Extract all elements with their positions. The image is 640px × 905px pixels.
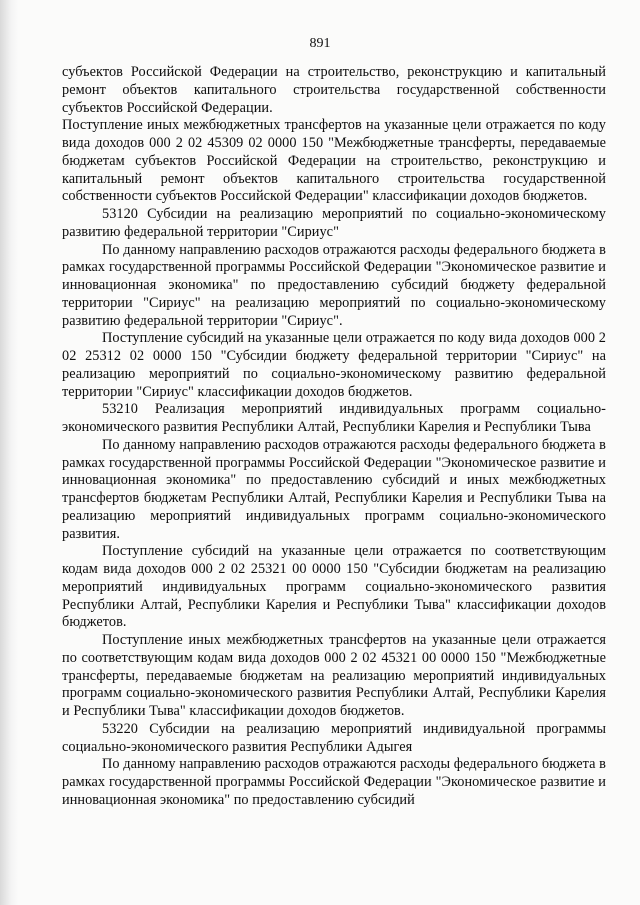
paragraph-53210-expenses: По данному направлению расходов отражаются расходы федерального бюджета в рамках государственной программы Российской Федерации "Экономическое развитие и инновационная экономика" по предоставлению субсидий и иных межбюджетных трансфертов бюджетам Республики Алтай, Республики Карелия и Республики Тыва на реализацию мероприятий индивидуальных программ социально-экономического развития. (62, 436, 606, 542)
document-body (62, 64, 606, 810)
paragraph-income-transfers: Поступление иных межбюджетных трансфертов на указанные цели отражается по коду вида доходов 000 2 02 45309 02 0000 150 "Межбюджетные трансферты, передаваемые бюджетам субъектов Российской Федерации на строительство, реконструкцию и капитальный ремонт объектов капитального строительства государственной собственности субъектов Российской Федерации" классификации доходов бюджетов. (62, 117, 606, 205)
page-number: 891 (309, 36, 331, 51)
paragraph-53120-expenses: По данному направлению расходов отражаются расходы федерального бюджета в рамках государственной программы Российской Федерации "Экономическое развитие и инновационная экономика" по предоставлению субсидий бюджету федеральной территории "Сириус" на реализацию мероприятий по социально-экономическому развитию федеральной территории "Сириус". (62, 241, 606, 329)
paragraph-53210-subsidy-income: Поступление субсидий на указанные цели отражается по соответствующим кодам вида доходов 000 2 02 25321 00 0000 150 "Субсидии бюджетам на реализацию мероприятий индивидуальных программ социально-экономического развития Республики Алтай, Республики Карелия и Республики Тыва" классификации доходов бюджетов. (62, 543, 606, 631)
paragraph-53210-transfer-income: Поступление иных межбюджетных трансфертов на указанные цели отражается по соответствующим кодам вида доходов 000 2 02 45321 00 0000 150 "Межбюджетные трансферты, передаваемые бюджетам на реализацию мероприятий индивидуальных программ социально-экономического развития Республики Алтай, Республики Карелия и Республики Тыва" классификации доходов бюджетов. (62, 632, 606, 719)
section-heading-53220: 53220 Субсидии на реализацию мероприятий индивидуальной программы социально-экономического развития Республики Адыгея (62, 720, 606, 755)
paragraph-53220-expenses: По данному направлению расходов отражаются расходы федерального бюджета в рамках государственной программы Российской Федерации "Экономическое развитие и инновационная экономика" по предоставлению субсидий (62, 756, 606, 808)
scan-edge-shadow (0, 0, 18, 905)
section-heading-53120: 53120 Субсидии на реализацию мероприятий по социально-экономическому развитию федеральной территории "Сириус" (62, 206, 606, 240)
paragraph-continuation: субъектов Российской Федерации на строительство, реконструкцию и капитальный ремонт объектов капитального строительства государственной собственности субъектов Российской Федерации. (62, 64, 606, 116)
section-heading-53210: 53210 Реализация мероприятий индивидуальных программ социально-экономического развития Республики Алтай, Республики Карелия и Республики Тыва (62, 401, 606, 435)
paragraph-53120-income: Поступление субсидий на указанные цели отражается по коду вида доходов 000 2 02 25312 02 0000 150 "Субсидии бюджету федеральной территории "Сириус" на реализацию мероприятий по социально-экономическому развитию федеральной территории "Сириус" классификации доходов бюджетов. (62, 330, 606, 400)
